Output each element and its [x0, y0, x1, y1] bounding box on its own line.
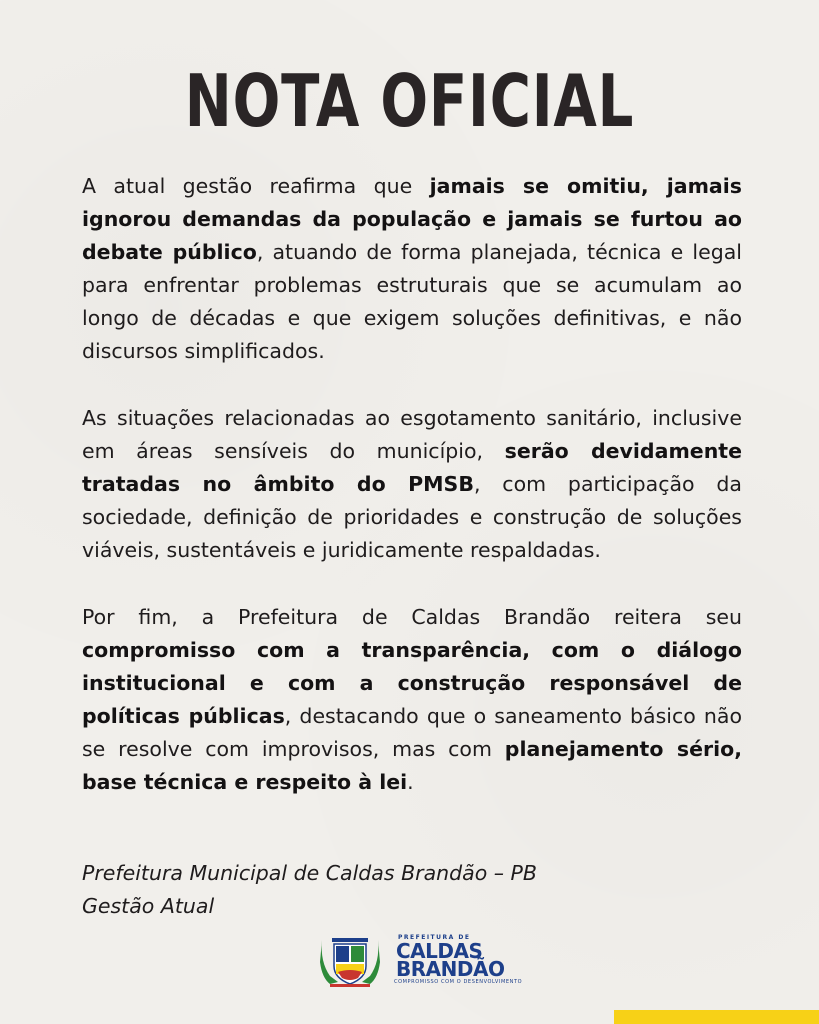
text-run: , atuando de forma planejada, técnica e legal para enfrentar problemas estruturais que se acumulam ao longo de décadas e que exigem soluções definitivas, e não discursos simplificados. — [82, 240, 742, 363]
signature-line-2: Gestão Atual — [82, 894, 215, 918]
paragraph-3 — [82, 601, 742, 799]
bold-text-run: jamais se omitiu, jamais ignorou demandas da população e jamais se furtou ao debate público — [82, 174, 742, 264]
brand-name-line-1: CALDAS — [396, 939, 483, 963]
text-run: Por fim, a Prefeitura de Caldas Brandão reitera seu — [82, 605, 742, 629]
bold-text-run: planejamento sério, base técnica e respeito à lei — [82, 737, 742, 794]
text-run: As situações relacionadas ao esgotamento sanitário, inclusive em áreas sensíveis do município, — [82, 406, 742, 463]
signature-line-1: Prefeitura Municipal de Caldas Brandão – PB — [82, 861, 537, 885]
text-run: A atual gestão reafirma que — [82, 174, 430, 198]
paragraph-1 — [82, 170, 742, 368]
municipal-crest-icon — [318, 932, 382, 988]
bold-text-run: compromisso com a transparência, com o diálogo institucional e com a construção responsável de políticas públicas — [82, 638, 742, 728]
note-body — [82, 170, 742, 833]
signature-block — [82, 857, 742, 923]
brand-name-line-2: BRANDÃO — [396, 957, 505, 981]
text-run: , com participação da sociedade, definição de prioridades e construção de soluções viáveis, sustentáveis e juridicamente respaldadas. — [82, 472, 742, 562]
brand-tagline: COMPROMISSO COM O DESENVOLVIMENTO — [394, 979, 523, 985]
footer-logos — [318, 932, 523, 990]
text-run: . — [407, 770, 414, 794]
brand-top-text: PREFEITURA DE — [398, 934, 471, 941]
accent-bar — [614, 1010, 819, 1024]
bold-text-run: serão devidamente tratadas no âmbito do PMSB — [82, 439, 742, 496]
brand-logo — [388, 934, 523, 988]
text-run: , destacando que o saneamento básico não se resolve com improvisos, mas com — [82, 704, 742, 761]
page-title: NOTA OFICIAL — [184, 59, 635, 143]
paragraph-2 — [82, 402, 742, 567]
